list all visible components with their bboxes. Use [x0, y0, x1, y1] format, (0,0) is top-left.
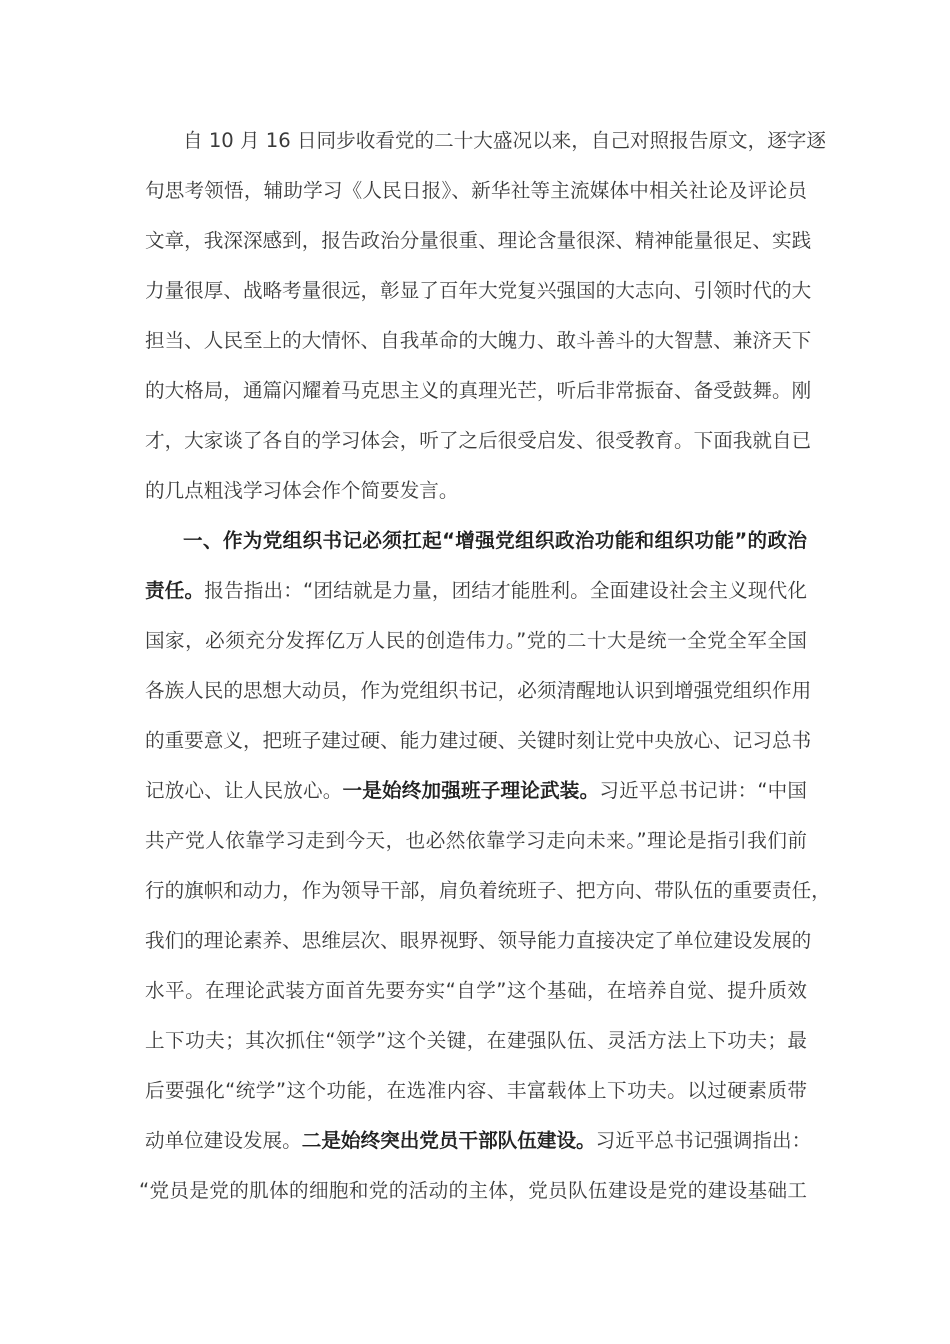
text-line — [145, 418, 812, 468]
text-line — [145, 1018, 807, 1068]
body-text: 动单位建设发展。 — [145, 1129, 302, 1152]
text-line — [145, 518, 807, 568]
text-line — [145, 918, 812, 968]
body-text: 习近平总书记讲：“中国 — [599, 779, 808, 802]
body-text: “党员是党的肌体的细胞和党的活动的主体，党员队伍建设是党的建设基础工 — [139, 1179, 807, 1202]
text-line — [139, 1168, 807, 1218]
text-line — [145, 618, 807, 668]
text-line — [145, 168, 807, 218]
text-line — [145, 1118, 812, 1168]
text-line — [145, 1068, 807, 1118]
text-line — [145, 868, 831, 918]
text-line — [145, 318, 812, 368]
body-text: 行的旗帜和动力，作为领导干部，肩负着统班子、把方向、带队伍的重要责任， — [145, 879, 831, 902]
body-text: 自 10 月 16 日同步收看党的二十大盛况以来，自己对照报告原文，逐字逐 — [183, 129, 826, 152]
body-text: 共产党人依靠学习走到今天，也必然依靠学习走向未来。”理论是指引我们前 — [145, 829, 807, 852]
body-text: 句思考领悟，辅助学习《人民日报》、新华社等主流媒体中相关社论及评论员 — [145, 179, 807, 202]
body-text: 各族人民的思想大动员，作为党组织书记，必须清醒地认识到增强党组织作用 — [145, 679, 812, 702]
bold-heading-text: 责任。 — [145, 579, 205, 602]
body-text: 国家，必须充分发挥亿万人民的创造伟力。”党的二十大是统一全党全军全国 — [145, 629, 807, 652]
text-line — [145, 118, 826, 168]
body-text: 力量很厚、战略考量很远，彰显了百年大党复兴强国的大志向、引领时代的大 — [145, 279, 812, 302]
body-text: 才，大家谈了各自的学习体会，听了之后很受启发、很受教育。下面我就自已 — [145, 429, 812, 452]
document-body — [139, 118, 831, 1218]
text-line — [145, 218, 812, 268]
body-text: 记放心、让人民放心。 — [145, 779, 343, 802]
body-text: 报告指出：“团结就是力量，团结才能胜利。全面建设社会主义现代化 — [204, 579, 808, 602]
text-line — [145, 568, 807, 618]
body-text: 我们的理论素养、思维层次、眼界视野、领导能力直接决定了单位建设发展的 — [145, 929, 812, 952]
text-line — [145, 668, 812, 718]
text-line — [145, 368, 812, 418]
body-text: 的几点粗浅学习体会作个简要发言。 — [145, 479, 459, 502]
body-text: 后要强化“统学”这个功能，在选准内容、丰富载体上下功夫。以过硬素质带 — [145, 1079, 807, 1102]
body-text: 的重要意义，把班子建过硬、能力建过硬、关键时刻让党中央放心、记习总书 — [145, 729, 812, 752]
body-text: 担当、人民至上的大情怀、自我革命的大魄力、敢斗善斗的大智慧、兼济天下 — [145, 329, 812, 352]
text-line — [145, 768, 807, 818]
text-line — [145, 818, 807, 868]
paragraph — [139, 518, 831, 1218]
bold-heading-text: 一是始终加强班子理论武装。 — [342, 779, 600, 802]
body-text: 的大格局，通篇闪耀着马克思主义的真理光芒，听后非常振奋、备受鼓舞。刚 — [145, 379, 812, 402]
bold-heading-text: 一、作为党组织书记必须扛起“增强党组织政治功能和组织功能”的政治 — [183, 529, 807, 552]
bold-heading-text: 二是始终突出党员干部队伍建设。 — [301, 1129, 596, 1152]
body-text: 水平。在理论武装方面首先要夯实“自学”这个基础，在培养自觉、提升质效 — [145, 979, 807, 1002]
text-line — [145, 268, 812, 318]
text-line — [145, 718, 812, 768]
paragraph — [145, 118, 826, 518]
body-text: 上下功夫；其次抓住“领学”这个关键，在建强队伍、灵活方法上下功夫；最 — [145, 1029, 807, 1052]
body-text: 习近平总书记强调指出： — [595, 1129, 812, 1152]
text-line — [145, 468, 807, 518]
body-text: 文章，我深深感到，报告政治分量很重、理论含量很深、精神能量很足、实践 — [145, 229, 812, 252]
text-line — [145, 968, 807, 1018]
